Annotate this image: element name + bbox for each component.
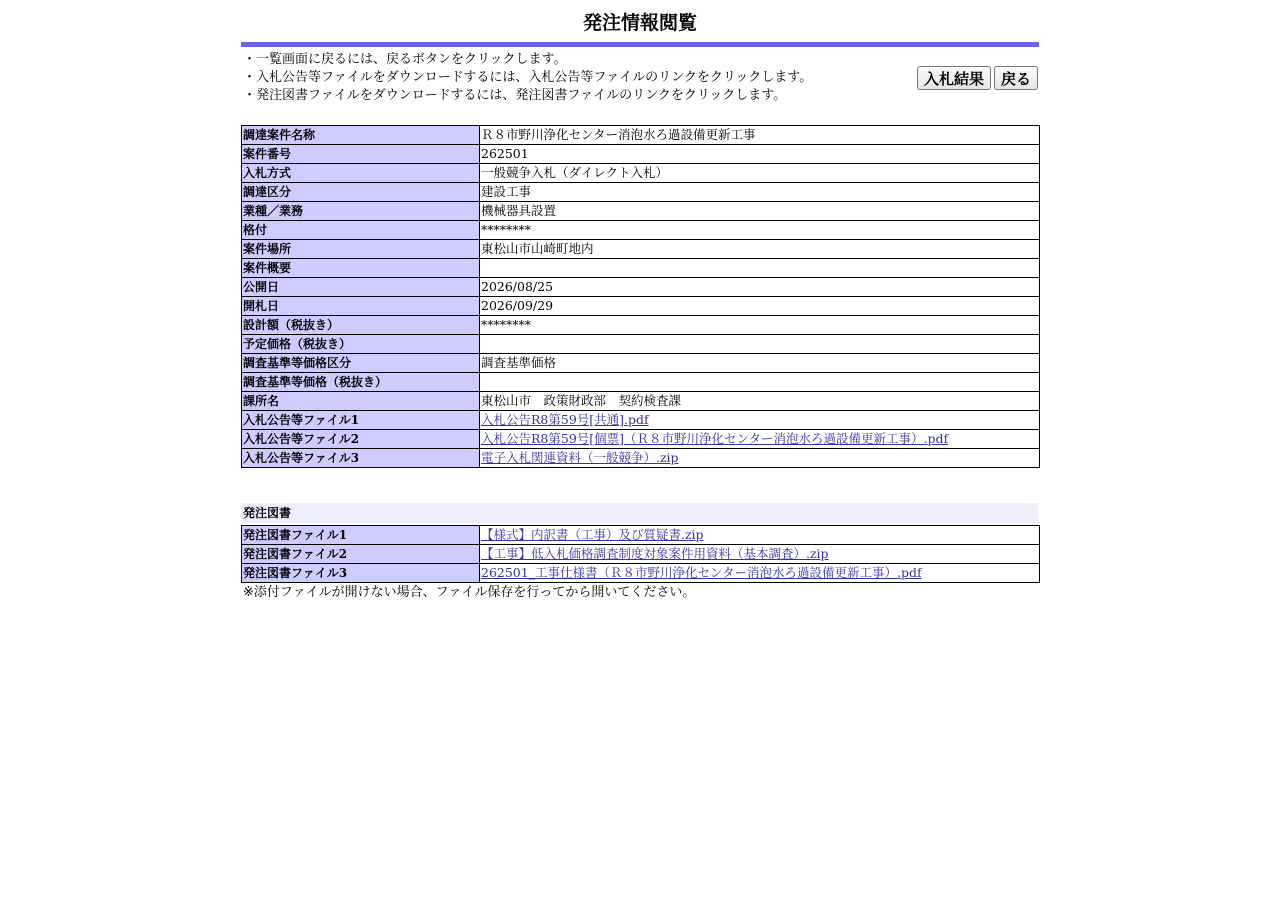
info-row [242,392,1040,411]
row-value-cell: ******** [480,221,1040,240]
row-label: 課所名 [242,392,480,411]
row-value-cell [480,545,1040,564]
row-label: 調達案件名称 [242,126,480,145]
row-label: 入札公告等ファイル2 [242,430,480,449]
info-row [242,240,1040,259]
row-label: 開札日 [242,297,480,316]
info-row [242,335,1040,354]
info-row [242,202,1040,221]
notice-file-row [242,430,1040,449]
row-label: 発注図書ファイル1 [242,526,480,545]
info-row [242,316,1040,335]
action-buttons [917,66,1038,90]
drawing-file-row [242,545,1040,564]
row-label: 入札公告等ファイル3 [242,449,480,468]
row-label: 案件概要 [242,259,480,278]
row-label: 調査基準等価格区分 [242,354,480,373]
row-value-cell [480,430,1040,449]
info-row [242,278,1040,297]
row-value-cell: 2026/09/29 [480,297,1040,316]
row-value-cell [480,564,1040,583]
row-value-cell: ******** [480,316,1040,335]
instruction-item: ・発注図書ファイルをダウンロードするには、発注図書ファイルのリンクをクリックします。 [243,88,787,103]
row-value-cell [480,335,1040,354]
row-label: 予定価格（税抜き） [242,335,480,354]
row-label: 発注図書ファイル2 [242,545,480,564]
notice-file-row [242,449,1040,468]
info-row [242,259,1040,278]
page-container [241,0,1039,603]
page-title: 発注情報閲覧 [582,12,697,34]
file-download-link[interactable]: 【工事】低入札価格調査制度対象案件用資料（基本調査）.zip [481,546,829,561]
row-value-cell [480,449,1040,468]
file-download-link[interactable]: 入札公告R8第59号[個票]（Ｒ８市野川浄化センター消泡水ろ過設備更新工事）.pdf [481,431,949,446]
bid-result-button[interactable]: 入札結果 [917,66,991,90]
row-value-cell: 東松山市山崎町地内 [480,240,1040,259]
row-label: 設計額（税抜き） [242,316,480,335]
row-value-cell: 2026/08/25 [480,278,1040,297]
info-row [242,373,1040,392]
row-value-cell: 建設工事 [480,183,1040,202]
info-row [242,164,1040,183]
row-value-cell: 機械器具設置 [480,202,1040,221]
drawing-file-row [242,564,1040,583]
instruction-item: ・入札公告等ファイルをダウンロードするには、入札公告等ファイルのリンクをクリックします。 [243,70,813,85]
row-value-cell: 262501 [480,145,1040,164]
row-label: 案件場所 [242,240,480,259]
file-download-link[interactable]: 262501_工事仕様書（Ｒ８市野川浄化センター消泡水ろ過設備更新工事）.pdf [481,565,922,580]
row-value-cell [480,411,1040,430]
row-value-cell: 調査基準価格 [480,354,1040,373]
row-label: 格付 [242,221,480,240]
instruction-item: ・一覧画面に戻るには、戻るボタンをクリックします。 [243,52,567,67]
info-row [242,354,1040,373]
drawings-section-heading: 発注図書 [241,503,1038,523]
back-button[interactable]: 戻る [994,66,1038,90]
file-download-link[interactable]: 電子入札関連資料（一般競争）.zip [481,450,679,465]
row-label: 入札公告等ファイル1 [242,411,480,430]
notice-file-row [242,411,1040,430]
file-download-link[interactable]: 【様式】内訳書（工事）及び質疑書.zip [481,527,704,542]
row-value-cell: 一般競争入札（ダイレクト入札） [480,164,1040,183]
row-value-cell: 東松山市 政策財政部 契約検査課 [480,392,1040,411]
attachment-note: ※添付ファイルが開けない場合、ファイル保存を行ってから開いてください。 [243,585,696,600]
drawings-table [241,525,1040,583]
row-label: 調達区分 [242,183,480,202]
info-row [242,145,1040,164]
row-label: 公開日 [242,278,480,297]
row-label: 入札方式 [242,164,480,183]
row-value-cell [480,373,1040,392]
info-row [242,221,1040,240]
info-row [242,126,1040,145]
info-row [242,183,1040,202]
info-row [242,297,1040,316]
row-label: 調査基準等価格（税抜き） [242,373,480,392]
row-value-cell: Ｒ８市野川浄化センター消泡水ろ過設備更新工事 [480,126,1040,145]
row-value-cell [480,259,1040,278]
row-label: 発注図書ファイル3 [242,564,480,583]
project-info-table [241,125,1040,468]
instructions-area [241,47,1039,125]
row-label: 案件番号 [242,145,480,164]
row-value-cell [480,526,1040,545]
row-label: 業種／業務 [242,202,480,221]
file-download-link[interactable]: 入札公告R8第59号[共通].pdf [481,412,649,427]
drawing-file-row [242,526,1040,545]
